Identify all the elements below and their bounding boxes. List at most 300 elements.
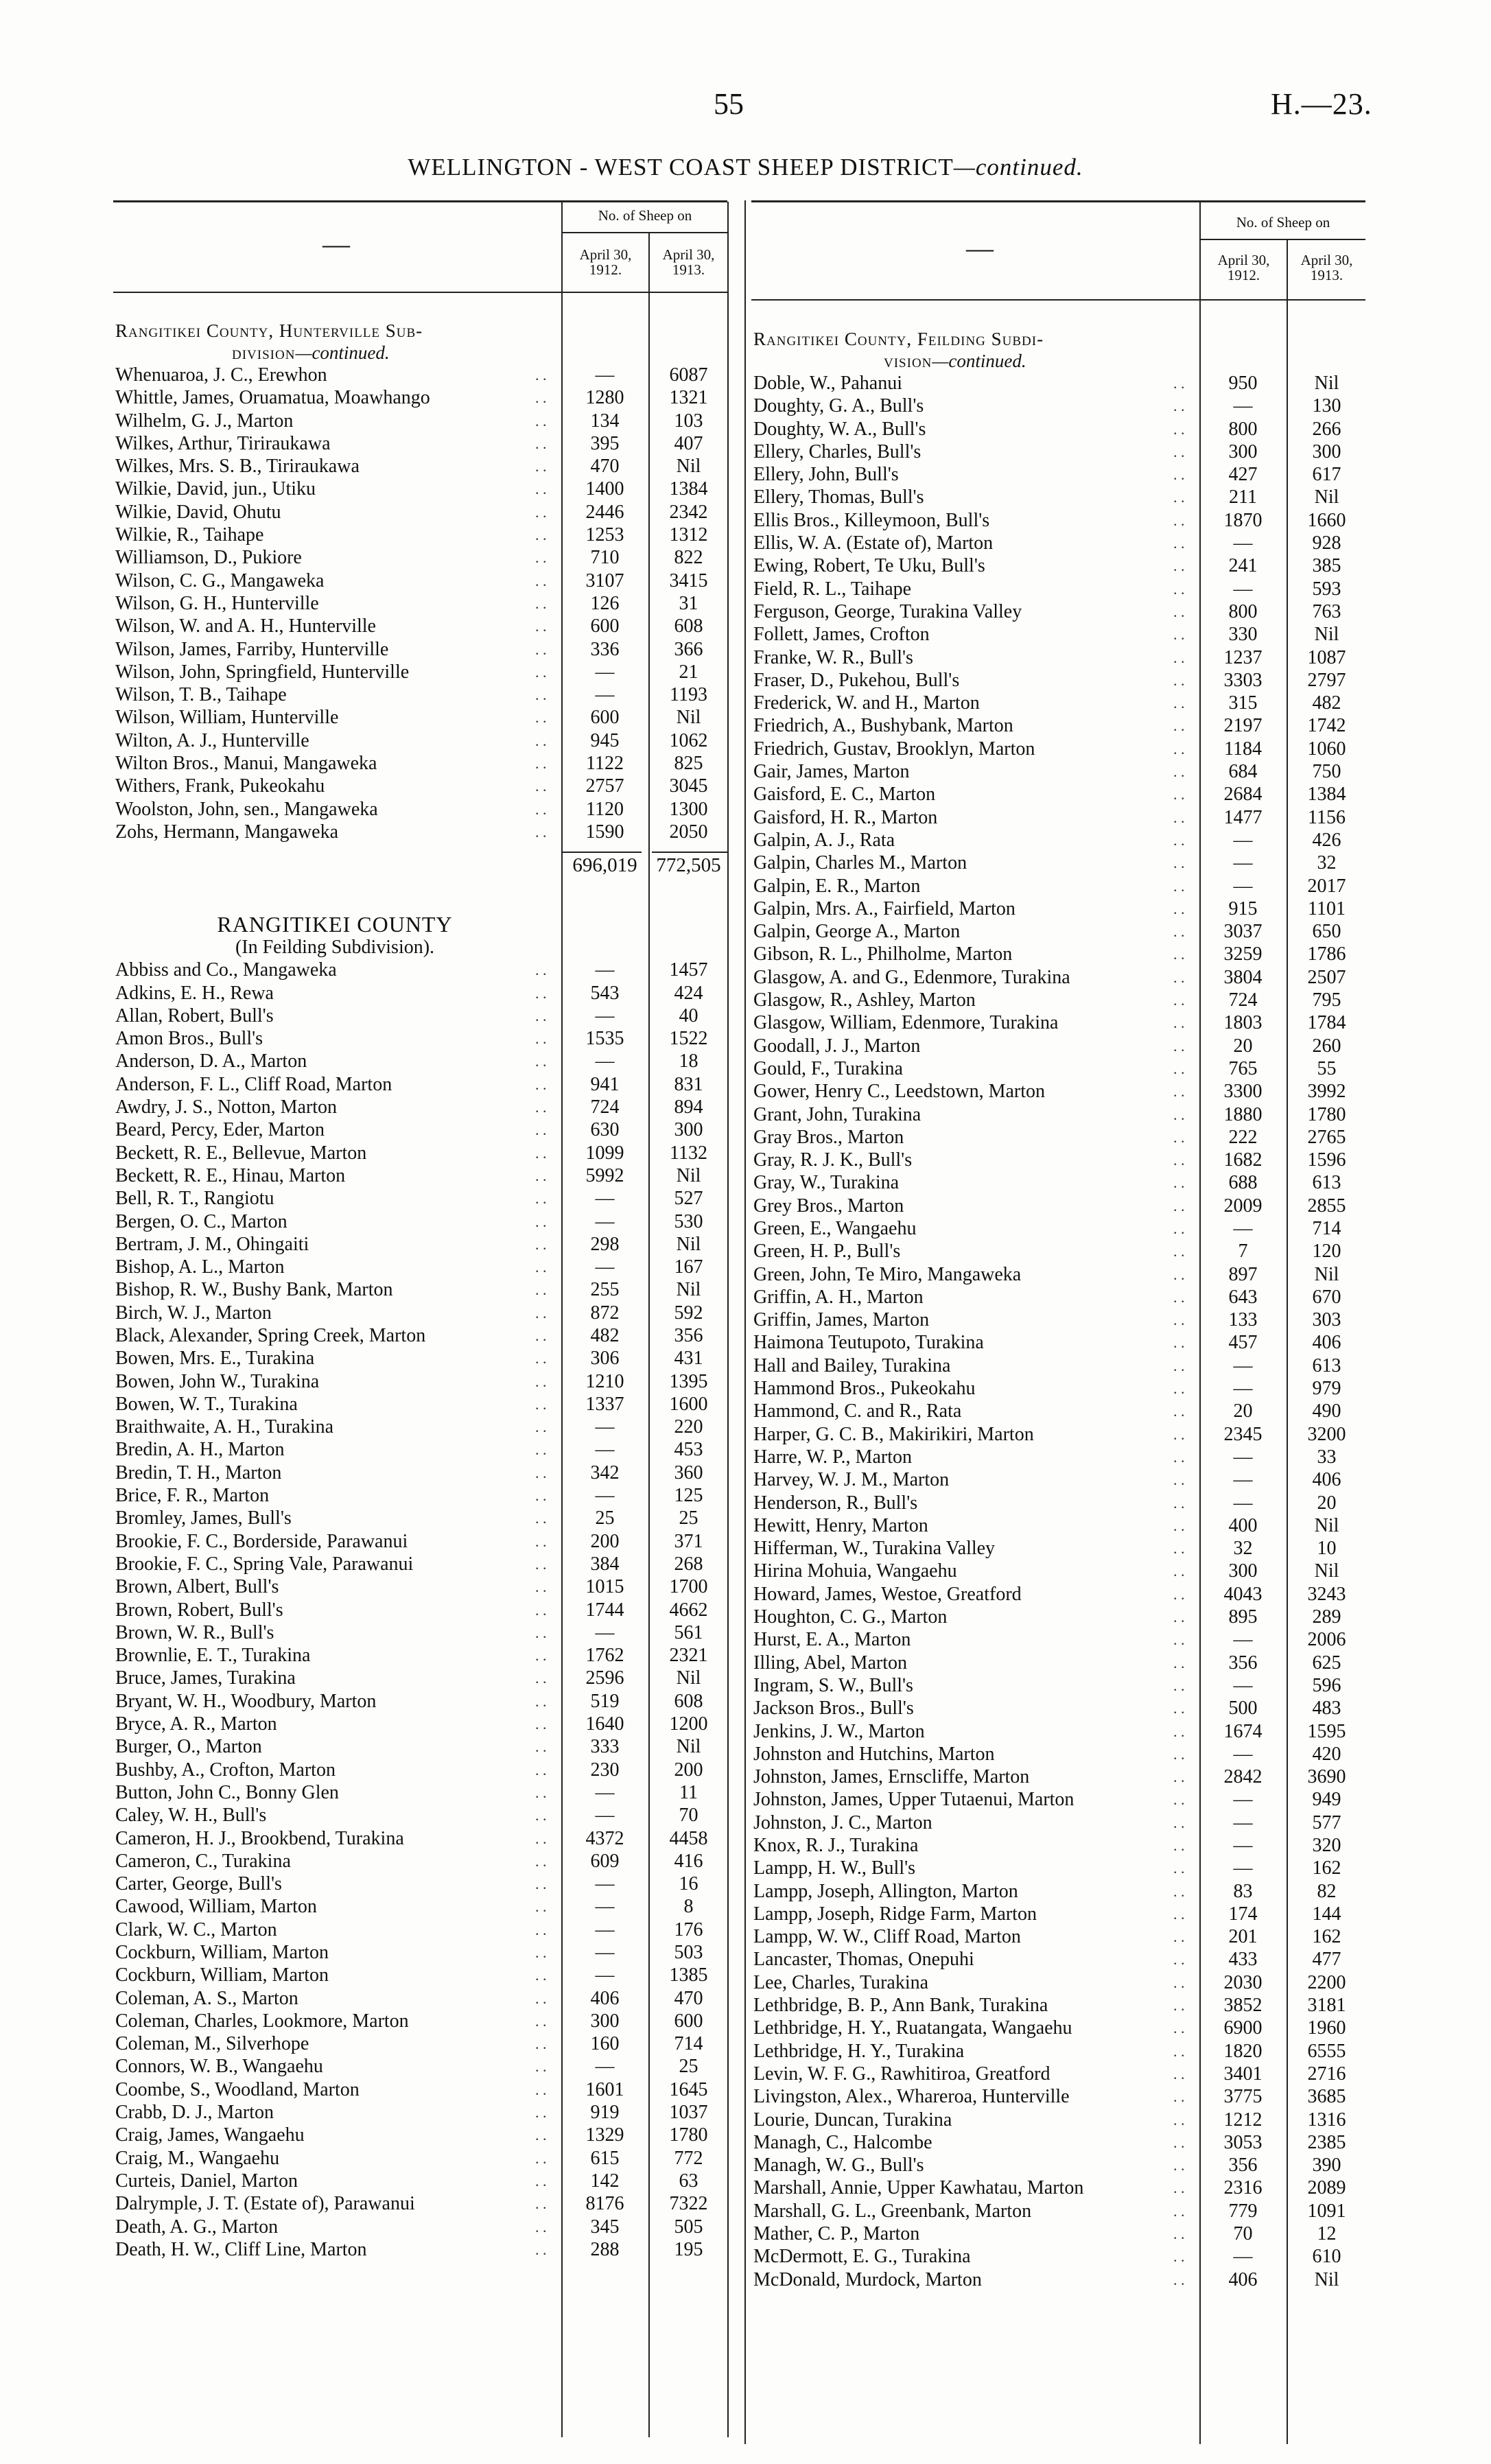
sheep-1912: — [1233,1217,1253,1239]
leader-dots: . . [535,1761,547,1779]
sheep-1913: Nil [676,1736,701,1758]
table-row [753,714,1367,737]
owner-name: Wilson, William, Hunterville [115,707,339,729]
table-row [753,2109,1367,2131]
table-row [753,1925,1367,1948]
table-row [115,1370,729,1393]
owner-name: Harper, G. C. B., Makirikiri, Marton [753,1423,1034,1445]
sheep-1912: 3775 [1223,2086,1263,2108]
sheep-1912: 500 [1228,1698,1258,1720]
leader-dots: . . [1173,2202,1185,2220]
leader-dots: . . [535,2080,547,2098]
right-col1-line2: 1912. [1227,267,1260,283]
leader-dots: . . [1173,2088,1185,2106]
title-main: WELLINGTON - WEST COAST SHEEP DISTRICT [408,154,954,180]
sheep-1913: 527 [674,1188,703,1210]
table-row [115,364,729,386]
owner-name: Hammond Bros., Pukeokahu [753,1378,976,1400]
owner-name: Ellis, W. A. (Estate of), Marton [753,532,994,554]
sheep-1912: 2757 [585,775,624,797]
sheep-1913: 2342 [669,501,708,523]
sheep-1913: 420 [1312,1743,1341,1765]
sheep-1913: 3045 [669,775,708,797]
sheep-1913: 470 [674,1987,703,2009]
sheep-1912: — [1233,1446,1253,1468]
owner-name: Bushby, A., Crofton, Marton [115,1759,336,1781]
leader-dots: . . [1173,1608,1185,1626]
sheep-1912: — [595,1416,615,1438]
table-row [753,2200,1367,2222]
sheep-1913: 167 [674,1256,703,1278]
table-row [115,1187,729,1210]
owner-name: Bryant, W. H., Woodbury, Marton [115,1690,377,1712]
sheep-1912: 384 [590,1553,620,1575]
left-section-line2a: division [232,342,296,363]
left-header-bottom-rule [113,292,727,293]
sheep-1913: Nil [676,1279,701,1301]
sheep-1912: 600 [590,615,620,637]
table-row [115,729,729,752]
sheep-1913: 1384 [1307,784,1346,806]
table-row [753,1971,1367,1994]
sheep-1913: 6087 [669,364,708,386]
owner-name: Brookie, F. C., Borderside, Parawanui [115,1530,408,1552]
owner-name: Franke, W. R., Bull's [753,646,913,668]
table-row [753,532,1367,554]
sheep-1913: 1457 [669,959,708,981]
left-section-heading [115,320,729,364]
leader-dots: . . [1173,877,1185,895]
owner-name: Bruce, James, Turakina [115,1667,296,1689]
leader-dots: . . [535,1875,547,1893]
sheep-1913: Nil [676,1667,701,1689]
sheep-1913: 63 [679,2170,698,2192]
sheep-1913: 320 [1312,1835,1341,1856]
table-row [753,1492,1367,1514]
sheep-1912: — [1233,1378,1253,1400]
table-row [115,1164,729,1187]
leader-dots: . . [535,1532,547,1550]
owner-name: Hirina Mohuia, Wangaehu [753,1560,957,1582]
leader-dots: . . [535,1601,547,1619]
sheep-1912: 950 [1228,373,1258,394]
owner-name: Bowen, W. T., Turakina [115,1393,298,1415]
table-row [753,1149,1367,1171]
sheep-1912: — [1233,395,1253,417]
owner-name: Coleman, A. S., Marton [115,1987,298,2009]
leader-dots: . . [1173,1654,1185,1671]
sheep-1913: 406 [1312,1469,1341,1491]
sheep-1912: 1590 [585,821,624,843]
sheep-1913: 3243 [1307,1583,1346,1605]
owner-name: Carter, George, Bull's [115,1873,282,1895]
sheep-1912: 2345 [1223,1423,1263,1445]
sheep-1913: 1037 [669,2102,708,2124]
sheep-1912: — [1233,1743,1253,1765]
leader-dots: . . [1173,2111,1185,2128]
table-row [753,1788,1367,1811]
owner-name: Haimona Teutupoto, Turakina [753,1332,984,1354]
leader-dots: . . [1173,2133,1185,2151]
owner-name: Bowen, John W., Turakina [115,1370,320,1392]
sheep-1913: 406 [1312,1332,1341,1354]
owner-name: Williamson, D., Pukiore [115,547,302,569]
leader-dots: . . [535,1578,547,1596]
table-row [115,1073,729,1096]
sheep-1912: 1762 [585,1645,624,1667]
owner-name: Ellery, Thomas, Bull's [753,486,924,508]
sheep-1913: 1132 [670,1142,707,1164]
owner-name: Grant, John, Turakina [753,1103,921,1125]
owner-name: Cockburn, William, Marton [115,1964,329,1986]
sheep-1912: — [1233,532,1253,554]
right-section-line2b: —continued. [932,351,1026,371]
table-row [115,683,729,706]
leader-dots: . . [1173,786,1185,803]
sheep-1912: 800 [1228,600,1258,622]
owner-name: Galpin, George A., Marton [753,921,961,943]
owner-name: Griffin, A. H., Marton [753,1286,924,1308]
sheep-1912: 126 [590,592,620,614]
owner-name: Bryce, A. R., Marton [115,1713,277,1735]
sheep-1912: 2842 [1223,1766,1263,1788]
sheep-1912: 482 [590,1324,620,1346]
owner-name: Hammond, C. and R., Rata [753,1400,962,1422]
sheep-1913: 25 [679,1507,698,1529]
table-row [753,1423,1367,1446]
left-total-block [115,843,729,893]
owner-name: Friedrich, Gustav, Brooklyn, Marton [753,738,1035,760]
leader-dots: . . [1173,740,1185,758]
sheep-1912: 724 [590,1096,620,1118]
table-row [115,775,729,797]
owner-name: Hall and Bailey, Turakina [753,1354,951,1376]
leader-dots: . . [535,1715,547,1733]
sheep-1912: — [595,364,615,386]
table-row [115,1005,729,1027]
table-row [753,760,1367,783]
leader-dots: . . [1173,1105,1185,1123]
sheep-1912: 241 [1228,555,1258,577]
table-row [753,1583,1367,1606]
sheep-1913: 831 [674,1073,703,1095]
sheep-1913: 431 [674,1348,703,1370]
table-row [753,1286,1367,1309]
leader-dots: . . [1173,900,1185,917]
owner-name: Lourie, Duncan, Turakina [753,2109,952,2131]
owner-name: Clark, W. C., Marton [115,1919,277,1940]
sheep-1912: 3037 [1223,921,1263,943]
table-row [753,2222,1367,2245]
table-row [115,1027,729,1050]
leader-dots: . . [535,1121,547,1139]
table-row [115,661,729,683]
sheep-1912: — [595,1256,615,1278]
sheep-1913: 10 [1317,1538,1337,1560]
table-row [753,486,1367,508]
owner-name: Beckett, R. E., Bellevue, Marton [115,1142,367,1164]
sheep-1912: 300 [590,2010,620,2032]
sheep-1912: — [595,1439,615,1461]
table-row [115,1964,729,1986]
leader-dots: . . [1173,1311,1185,1329]
sheep-1913: 1960 [1307,2017,1346,2039]
leader-dots: . . [535,1464,547,1481]
table-row [753,578,1367,600]
leader-dots: . . [1173,511,1185,529]
owner-name: Jackson Bros., Bull's [753,1698,914,1720]
owner-name: McDonald, Murdock, Marton [753,2268,982,2290]
left-section-line1: Rangitikei County, Hunterville Sub- [115,320,423,341]
sheep-1912: 1237 [1223,646,1263,668]
left-section-line2 [115,342,729,364]
owner-name: Galpin, Charles M., Marton [753,852,967,874]
sheep-1913: Nil [676,707,701,729]
owner-name: Zohs, Hermann, Mangaweka [115,821,339,843]
table-row [753,1994,1367,2017]
owner-name: Hewitt, Henry, Marton [753,1514,928,1536]
owner-name: Mather, C. P., Marton [753,2223,920,2245]
sheep-1912: 300 [1228,1560,1258,1582]
right-section-heading [753,328,1367,372]
table-row [753,1560,1367,1582]
sheep-1912: 20 [1233,1035,1253,1057]
sheep-1913: 424 [674,982,703,1004]
owner-name: Bergen, O. C., Marton [115,1210,287,1232]
sheep-1912: 330 [1228,624,1258,646]
sheep-1913: 3415 [669,570,708,591]
table-row [753,852,1367,874]
sheep-1912: 70 [1233,2223,1253,2245]
sheep-1913: 750 [1312,761,1341,783]
owner-name: Cockburn, William, Marton [115,1942,329,1963]
owner-name: Johnston, J. C., Marton [753,1811,932,1833]
sheep-1913: 2507 [1307,966,1346,988]
sheep-1913: 600 [674,2010,703,2032]
sheep-1913: 490 [1312,1400,1341,1422]
sheep-1912: 688 [1228,1172,1258,1194]
table-row [115,1302,729,1324]
owner-name: Jenkins, J. W., Marton [753,1720,925,1742]
owner-name: Dalrymple, J. T. (Estate of), Parawanui [115,2193,415,2215]
owner-name: Ellis Bros., Killeymoon, Bull's [753,509,990,531]
leader-dots: . . [535,686,547,704]
sheep-1912: 315 [1228,692,1258,714]
table-row [753,1377,1367,1400]
sheep-1913: 1062 [669,729,708,751]
table-row [115,1919,729,1941]
table-row [753,2085,1367,2108]
table-row [753,738,1367,760]
sheep-1912: — [1233,1835,1253,1856]
owner-name: Craig, James, Wangaehu [115,2124,305,2146]
sheep-1912: 1400 [585,478,624,500]
owner-name: Johnston, James, Upper Tutaenui, Marton [753,1789,1075,1811]
leader-dots: . . [535,1326,547,1344]
table-row [115,2192,729,2215]
sheep-1913: 120 [1312,1241,1341,1263]
table-row [753,2063,1367,2085]
table-row [753,669,1367,692]
leader-dots: . . [1173,557,1185,575]
leader-dots: . . [1173,1128,1185,1146]
sheep-1913: 1321 [669,387,708,409]
table-row [753,1331,1367,1354]
sheep-1912: 222 [1228,1126,1258,1148]
sheep-1913: 3685 [1307,2086,1346,2108]
right-section-line1: Rangitikei County, Feilding Subdi- [753,329,1044,349]
sheep-1913: 1784 [1307,1012,1346,1034]
sheep-1912: — [595,959,615,981]
owner-name: Wilson, John, Springfield, Hunterville [115,661,410,683]
leader-dots: . . [1173,1951,1185,1969]
sheep-1912: 684 [1228,761,1258,783]
right-section-line2 [753,350,1367,372]
table-row [753,989,1367,1011]
sheep-1912: — [1233,1629,1253,1651]
table-row [115,2170,729,2192]
owner-name: Field, R. L., Taihape [753,578,912,600]
sheep-1913: 1312 [669,524,708,546]
table-row [753,1743,1367,1765]
sheep-1913: 483 [1312,1698,1341,1720]
sheep-1912: — [1233,2246,1253,2268]
leader-dots: . . [1173,2248,1185,2266]
table-row [115,1690,729,1713]
sheep-1913: 613 [1312,1354,1341,1376]
table-row [115,1050,729,1072]
table-row [753,692,1367,714]
owner-name: Johnston and Hutchins, Marton [753,1743,995,1765]
table-row [753,1834,1367,1857]
sheep-1913: 390 [1312,2155,1341,2176]
page-number: 55 [714,87,744,121]
sheep-1913: 979 [1312,1378,1341,1400]
owner-name: Ellery, Charles, Bull's [753,441,921,462]
left-section1-rows [115,364,729,843]
sheep-1913: 1300 [669,798,708,820]
owner-name: Wilkie, R., Taihape [115,524,264,546]
owner-name: Beckett, R. E., Hinau, Marton [115,1164,346,1186]
leader-dots: . . [535,2012,547,2030]
table-row [115,1324,729,1347]
sheep-1913: 162 [1312,1857,1341,1879]
sheep-1913: 18 [679,1051,698,1072]
leader-dots: . . [535,1623,547,1641]
leader-dots: . . [1173,1928,1185,1946]
sheep-1912: 3401 [1223,2063,1263,2085]
leader-dots: . . [535,1852,547,1870]
leader-dots: . . [535,1144,547,1162]
sheep-1912: — [595,1051,615,1072]
sheep-1912: 1640 [585,1713,624,1735]
table-row [115,1393,729,1416]
owner-name: Livingston, Alex., Whareroa, Hunterville [753,2086,1070,2108]
owner-name: Lampp, H. W., Bull's [753,1857,916,1879]
leader-dots: . . [1173,1059,1185,1077]
sheep-1912: — [1233,1857,1253,1879]
leader-dots: . . [1173,1882,1185,1900]
table-row [753,1606,1367,1628]
table-row [115,706,729,729]
leader-dots: . . [535,823,547,841]
table-row [115,798,729,821]
sheep-1912: 8176 [585,2193,624,2215]
leader-dots: . . [535,731,547,749]
leader-dots: . . [535,549,547,567]
owner-name: Allan, Robert, Bull's [115,1005,274,1026]
table-row [753,1628,1367,1651]
leader-dots: . . [535,1510,547,1527]
owner-name: Burger, O., Marton [115,1736,262,1758]
table-row [753,2154,1367,2176]
sheep-1912: 1015 [585,1576,624,1598]
leader-dots: . . [535,412,547,430]
sheep-1913: Nil [676,1164,701,1186]
table-row [115,1941,729,1964]
leader-dots: . . [535,594,547,612]
leader-dots: . . [1173,1265,1185,1283]
table-row [753,418,1367,441]
left-col2-line2: 1913. [672,261,705,278]
table-row [115,410,729,432]
sheep-1912: 615 [590,2147,620,2169]
sheep-1912: 336 [590,638,620,660]
sheep-1913: 822 [674,547,703,569]
owner-name: Lancaster, Thomas, Onepuhi [753,1949,974,1971]
sheep-1913: Nil [1314,1263,1339,1285]
sheep-1912: — [595,1919,615,1940]
sheep-1912: 519 [590,1690,620,1712]
sheep-1912: 1253 [585,524,624,546]
leader-dots: . . [1173,946,1185,963]
table-row [115,2078,729,2101]
leader-dots: . . [1173,717,1185,735]
leader-dots: . . [1173,2225,1185,2243]
table-row [753,1537,1367,1560]
sheep-1913: 1060 [1307,738,1346,760]
owner-name: Managh, W. G., Bull's [753,2155,924,2176]
sheep-1913: 593 [1312,578,1341,600]
sheep-1913: 1316 [1307,2109,1346,2131]
sheep-1913: 2089 [1307,2177,1346,2199]
sheep-1912: — [595,1805,615,1827]
table-row [753,829,1367,852]
sheep-1913: 195 [674,2238,703,2260]
table-row [753,1057,1367,1080]
sheep-1912: 25 [595,1507,615,1529]
sheep-1912: 2684 [1223,784,1263,806]
table-row [753,806,1367,829]
table-row [115,1827,729,1850]
leader-dots: . . [1173,1562,1185,1580]
table-row [753,1765,1367,1788]
sheep-1913: Nil [676,1233,701,1255]
leader-dots: . . [1173,1905,1185,1923]
table-row [115,1599,729,1621]
sheep-1912: 2009 [1223,1195,1263,1217]
sheep-1913: 2716 [1307,2063,1346,2085]
sheep-1912: 306 [590,1348,620,1370]
owner-name: Death, A. G., Marton [115,2216,279,2238]
table-row [115,1507,729,1529]
sheep-1913: 130 [1312,395,1341,417]
table-row [115,432,729,455]
left-section2-heading [115,912,554,959]
sheep-1912: 201 [1228,1926,1258,1948]
sheep-1912: 433 [1228,1949,1258,1971]
leader-dots: . . [1173,602,1185,620]
